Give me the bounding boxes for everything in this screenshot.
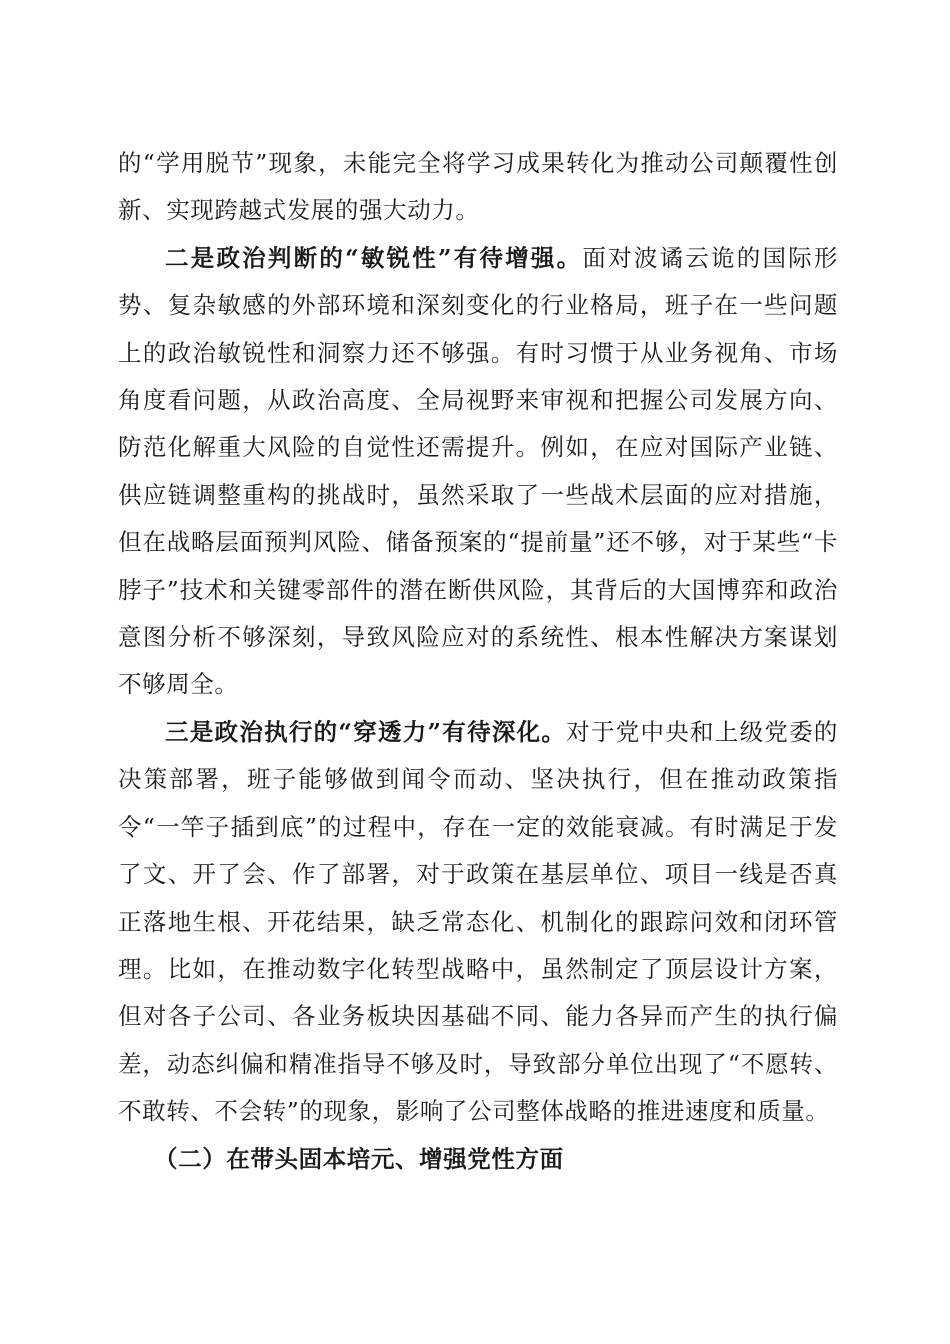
- point-three-lead: 三是政治执行的“穿透力”有待深化。: [165, 717, 567, 746]
- continuation-paragraph: 的“学用脱节”现象，未能完全将学习成果转化为推动公司颠覆性创新、实现跨越式发展的强大动力。: [118, 149, 838, 225]
- point-three-paragraph: [118, 709, 838, 1136]
- section-heading: （二）在带头固本培元、增强党性方面: [154, 1144, 564, 1173]
- point-two-lead: 二是政治判断的“敏锐性”有待增强。: [165, 243, 583, 272]
- point-three-body: 对于党中央和上级党委的决策部署，班子能够做到闻令而动、坚决执行，但在推动政策指令“一竿子插到底”的过程中，存在一定的效能衰减。有时满足于发了文、开了会、作了部署，对于政策在基层单位、项目一线是否真正落地生根、开花结果，缺乏常态化、机制化的跟踪问效和闭环管理。比如，在推动数字化转型战略中，虽然制定了顶层设计方案，但对各子公司、各业务板块因基础不同、能力各异而产生的执行偏差，动态纠偏和精准指导不够及时，导致部分单位出现了“不愿转、不敢转、不会转”的现象，影响了公司整体战略的推进速度和质量。: [118, 717, 838, 1126]
- point-two-paragraph: [118, 235, 838, 709]
- point-two-body: 面对波谲云诡的国际形势、复杂敏感的外部环境和深刻变化的行业格局，班子在一些问题上的政治敏锐性和洞察力还不够强。有时习惯于从业务视角、市场角度看问题，从政治高度、全局视野来审视和把握公司发展方向、防范化解重大风险的自觉性还需提升。例如，在应对国际产业链、供应链调整重构的挑战时，虽然采取了一些战术层面的应对措施，但在战略层面预判风险、储备预案的“提前量”还不够，对于某些“卡脖子”技术和关键零部件的潜在断供风险，其背后的大国博弈和政治意图分析不够深刻，导致风险应对的系统性、根本性解决方案谋划不够周全。: [118, 243, 839, 699]
- document-body: [118, 140, 838, 1183]
